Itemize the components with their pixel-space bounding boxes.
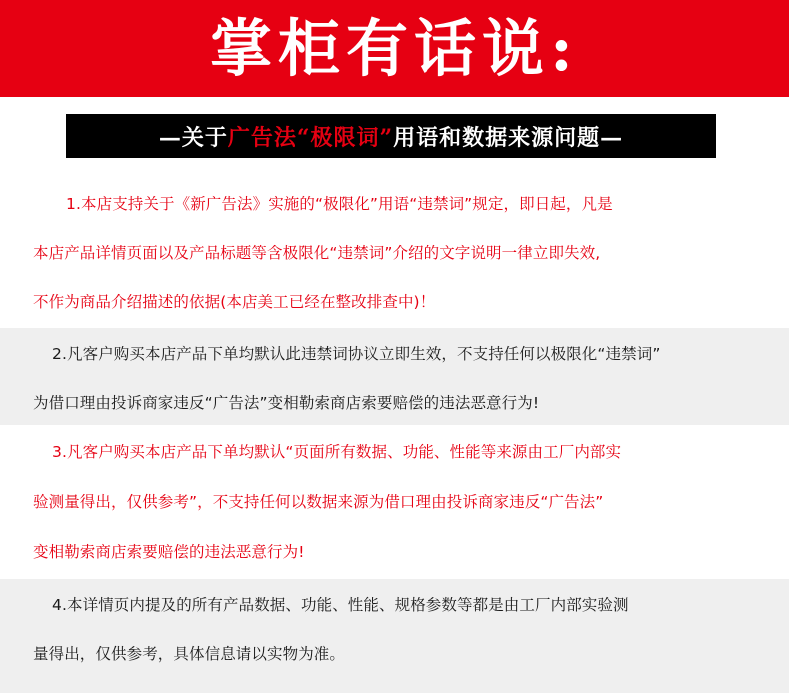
notice-section-4 (0, 579, 789, 693)
notice-line: 1.本店支持关于《新广告法》实施的“极限化”用语“违禁词”规定，即日起，凡是 (66, 195, 613, 213)
notice-section-1 (0, 180, 789, 328)
subheading-suffix: 用语和数据来源问题— (393, 124, 624, 151)
notice-line: 4.本详情页内提及的所有产品数据、功能、性能、规格参数等都是由工厂内部实验测 (52, 596, 629, 614)
notice-line: 不作为商品介绍描述的依据(本店美工已经在整改排查中)！ (33, 293, 436, 311)
notice-line: 本店产品详情页面以及产品标题等含极限化“违禁词”介绍的文字说明一律立即失效, (33, 244, 601, 262)
page-title: 掌柜有话说: (210, 12, 579, 85)
notice-line: 验测量得出，仅供参考”，不支持任何以数据来源为借口理由投诉商家违反“广告法” (33, 493, 604, 511)
subheading-highlight: 广告法“极限词” (227, 124, 394, 151)
subheading-prefix: —关于 (158, 124, 228, 151)
notice-line: 量得出，仅供参考，具体信息请以实物为准。 (33, 645, 346, 663)
notice-line: 变相勒索商店索要赔偿的违法恶意行为! (33, 543, 305, 561)
notice-line: 2.凡客户购买本店产品下单均默认此违禁词协议立即生效，不支持任何以极限化“违禁词” (52, 345, 661, 363)
notice-line: 为借口理由投诉商家违反“广告法”变相勒索商店索要赔偿的违法恶意行为! (33, 394, 540, 412)
notice-section-3 (0, 425, 789, 579)
notice-section-2 (0, 328, 789, 425)
header-banner (0, 0, 789, 97)
notice-line: 3.凡客户购买本店产品下单均默认“页面所有数据、功能、性能等来源由工厂内部实 (52, 443, 622, 461)
subheading-bar (66, 114, 716, 158)
